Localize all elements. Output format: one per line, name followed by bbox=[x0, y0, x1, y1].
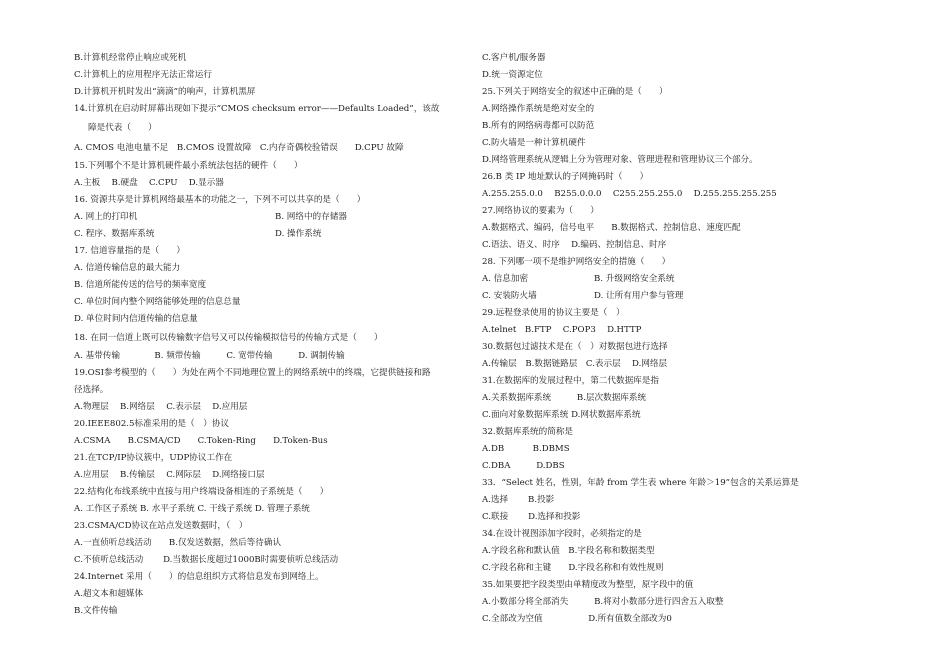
question-21: 21.在TCP/IP协议簇中，UDP协议工作在 bbox=[74, 453, 233, 463]
option-28b: B. 升级网络安全系统 bbox=[594, 274, 675, 284]
question-22: 22.结构化布线系统中直接与用户终端设备相连的子系统是（ ） bbox=[74, 487, 329, 497]
option-13c: C.计算机上的应用程序无法正常运行 bbox=[74, 70, 212, 80]
question-35: 35.如果要把字段类型由单精度改为整型，原字段中的值 bbox=[482, 580, 694, 590]
options-15: A.主板 B.硬盘 C.CPU D.显示器 bbox=[74, 178, 224, 188]
option-24c: C.客户机/服务器 bbox=[482, 53, 546, 63]
question-32: 32.数据库系统的简称是 bbox=[482, 427, 574, 437]
question-19-cont: 径选择。 bbox=[74, 385, 109, 395]
option-17c: C. 单位时间内整个网络能够处理的信息总量 bbox=[74, 297, 241, 307]
question-14: 14.计算机在启动时屏幕出现如下提示“CMOS checksum error——Defaults Loaded”，该故 bbox=[74, 104, 440, 114]
question-30: 30.数据包过滤技术是在（ ）对数据包进行选择 bbox=[482, 342, 668, 352]
question-29: 29.远程登录使用的协议主要是（ ） bbox=[482, 308, 625, 318]
options-33-row2: C.联接 D.选择和投影 bbox=[482, 512, 581, 522]
options-14: A. CMOS 电池电量不足 B.CMOS 设置故障 C.内存奇偶校验错误 D.CPU 故障 bbox=[74, 143, 404, 153]
option-28a: A. 信息加密 bbox=[482, 274, 529, 284]
options-35-row2: C.全部改为空值 D.所有值数全部改为0 bbox=[482, 614, 672, 624]
options-33-row1: A.选择 B.投影 bbox=[482, 495, 555, 505]
option-25b: B.所有的网络病毒都可以防范 bbox=[482, 121, 595, 131]
options-16-row1 bbox=[74, 209, 474, 226]
options-27-row1: A.数据格式、编码，信号电平 B.数据格式、控制信息、速度匹配 bbox=[482, 223, 741, 233]
question-16: 16. 资源共享是计算机网络最基本的功能之一，下列不可以共享的是（ ） bbox=[74, 195, 366, 205]
options-22: A. 工作区子系统 B. 水平子系统 C. 干线子系统 D. 管理子系统 bbox=[74, 504, 310, 514]
option-13d: D.计算机开机时发出“滴滴”的响声，计算机黑屏 bbox=[74, 87, 256, 97]
options-29: A.telnet B.FTP C.POP3 D.HTTP bbox=[482, 325, 642, 335]
options-23-row1: A.一直侦听总线活动 B.仅发送数据，然后等待确认 bbox=[74, 538, 282, 548]
options-19: A.物理层 B.网络层 C.表示层 D.应用层 bbox=[74, 402, 248, 412]
option-13b: B.计算机经常停止响应或死机 bbox=[74, 53, 187, 63]
options-23-row2: C.不侦听总线活动 D.当数据长度超过1000B时需要侦听总线活动 bbox=[74, 555, 339, 565]
options-28-row2 bbox=[482, 288, 882, 305]
option-25c: C.防火墙是一种计算机硬件 bbox=[482, 138, 586, 148]
question-14-cont: 障是代表（ ） bbox=[88, 123, 157, 133]
options-31-row2: C.面向对象数据库系统 D.网状数据库系统 bbox=[482, 410, 641, 420]
options-21: A.应用层 B.传输层 C.网际层 D.网络接口层 bbox=[74, 470, 265, 480]
options-32-row1: A.DB B.DBMS bbox=[482, 444, 570, 454]
option-25a: A.网络操作系统是绝对安全的 bbox=[482, 104, 595, 114]
option-16b: B. 网络中的存储器 bbox=[275, 212, 347, 222]
question-26: 26.B 类 IP 地址默认的子网掩码时（ ） bbox=[482, 172, 649, 182]
left-column bbox=[74, 50, 474, 620]
question-34: 34.在设计视图添加字段时，必须指定的是 bbox=[482, 529, 642, 539]
question-19: 19.OSI参考模型的（ ）为处在两个不同地理位置上的网络系统中的终端，它提供链接和路 bbox=[74, 368, 431, 378]
question-27: 27.网络协议的要素为（ ） bbox=[482, 206, 599, 216]
options-35-row1: A.小数部分将全部消失 B.将对小数部分进行四舍五入取整 bbox=[482, 597, 724, 607]
option-28d: D. 让所有用户参与管理 bbox=[594, 291, 684, 301]
question-15: 15.下列哪个不是计算机硬件最小系统法包括的硬件（ ） bbox=[74, 161, 303, 171]
options-31-row1: A.关系数据库系统 B.层次数据库系统 bbox=[482, 393, 647, 403]
question-18: 18. 在同一信道上既可以传输数字信号又可以传输模拟信号的传输方式是（ ） bbox=[74, 333, 383, 343]
options-30: A.传输层 B.数据链路层 C.表示层 D.网络层 bbox=[482, 359, 668, 369]
options-27-row2: C.语法、语义、时序 D.编码、控制信息、时序 bbox=[482, 240, 667, 250]
question-31: 31.在数据库的发展过程中，第二代数据库是指 bbox=[482, 376, 659, 386]
option-24b: B.文件传输 bbox=[74, 606, 118, 616]
option-17d: D. 单位时间内信道传输的信息量 bbox=[74, 314, 198, 324]
options-32-row2: C.DBA D.DBS bbox=[482, 461, 565, 471]
options-16-row2 bbox=[74, 226, 474, 243]
options-34-row1: A.字段名称和默认值 B.字段名称和数据类型 bbox=[482, 546, 655, 556]
options-20: A.CSMA B.CSMA/CD C.Token-Ring D.Token-Bus bbox=[74, 436, 328, 446]
question-24: 24.Internet 采用（ ）的信息组织方式将信息发布到网络上。 bbox=[74, 572, 324, 582]
option-28c: C. 安装防火墙 bbox=[482, 291, 537, 301]
options-18: A. 基带传输 B. 频带传输 C. 宽带传输 D. 调制传输 bbox=[74, 351, 345, 361]
option-16a: A. 网上的打印机 bbox=[74, 212, 138, 222]
question-28: 28. 下列哪一项不是维护网络安全的措施（ ） bbox=[482, 257, 671, 267]
option-17a: A. 信道传输信息的最大能力 bbox=[74, 263, 181, 273]
options-26: A.255.255.0.0 B255.0.0.0 C255.255.255.0 D.255.255.255.255 bbox=[482, 189, 777, 199]
question-20: 20.IEEE802.5标准采用的是（ ）协议 bbox=[74, 419, 230, 429]
options-34-row2: C.字段名称和主键 D.字段名称和有效性规则 bbox=[482, 563, 664, 573]
question-33: 33．“Select 姓名，性别，年龄 from 学生表 where 年龄＞19”包含的关系运算是 bbox=[482, 478, 799, 488]
question-17: 17. 信道容量指的是（ ） bbox=[74, 246, 185, 256]
option-25d: D.网络管理系统从逻辑上分为管理对象、管理进程和管理协议三个部分。 bbox=[482, 155, 758, 165]
question-25: 25.下列关于网络安全的叙述中正确的是（ ） bbox=[482, 87, 668, 97]
question-23: 23.CSMA/CD协议在站点发送数据时，（ ） bbox=[74, 521, 248, 531]
option-16d: D. 操作系统 bbox=[275, 229, 322, 239]
options-28-row1 bbox=[482, 271, 882, 288]
option-24a: A.超文本和超媒体 bbox=[74, 589, 144, 599]
option-16c: C. 程序、数据库系统 bbox=[74, 229, 155, 239]
option-24d: D.统一资源定位 bbox=[482, 70, 543, 80]
right-column bbox=[482, 50, 882, 628]
option-17b: B. 信道所能传送的信号的频率宽度 bbox=[74, 280, 207, 290]
